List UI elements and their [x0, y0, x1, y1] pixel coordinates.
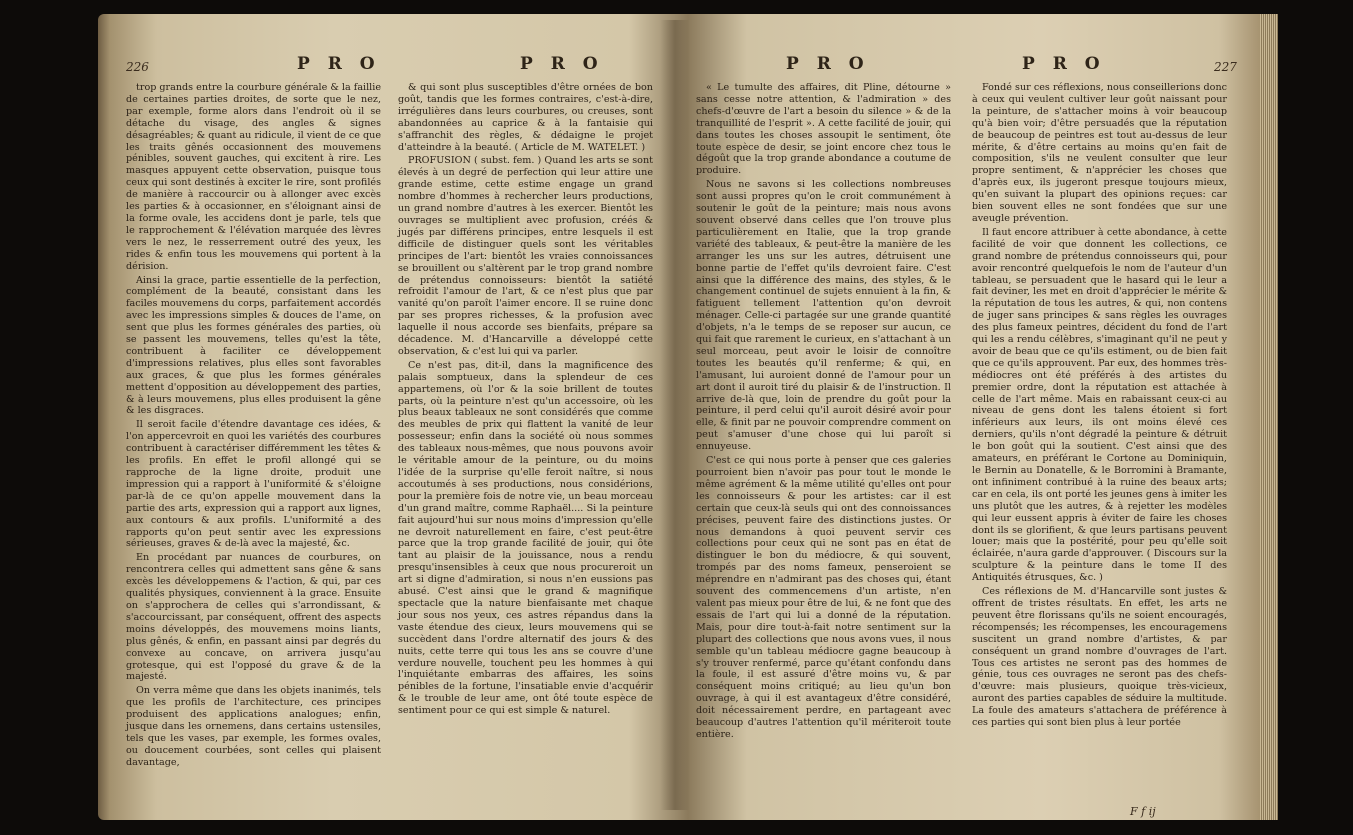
paragraph: En procédant par nuances de courbures, on rencontrera celles qui admettent sans gêne & sans excès les développemens & l'action, & qui, par ces qualités physiques, conviennent à la grace. Ensuite on s'approchera de celles qui s'arrondissant, & s'accourcissant, par conséquent, offrent des aspects moins développés, des mouvemens moins liants, plus gênés, & enfin, en passant ainsi par degrés du convexe au concave, on arrivera jusqu'au grotesque, qui est l'opposé du grave & de la majesté. — [126, 552, 381, 683]
paragraph: « Le tumulte des affaires, dit Pline, détourne » sans cesse notre attention, & l'admiration » des chefs-d'œuvre de l'art a besoin du silence » & de la tranquillité de l'esprit ». A cette facilité de jouir, qui dans toutes les choses assoupit le sentiment, ôte toute espèce de desir, se joint encore chez tous le dégoût que la trop grande abondance a coutume de produire. — [696, 82, 951, 177]
book-gutter — [660, 20, 690, 810]
right-page-number: 227 — [1214, 60, 1237, 74]
right-page-column-1 — [696, 82, 951, 743]
paragraph: Ce n'est pas, dit-il, dans la magnificence des palais somptueux, dans la splendeur de ces appartemens, où l'or & la soie brillent de toutes parts, où la peinture n'est qu'un accessoire, où les plus beaux tableaux ne sont considérés que comme des meubles de prix qui flattent la vanité de leur possesseur; enfin dans la société où nous sommes des tableaux nous-mêmes, que nous pouvons avoir le véritable amour de la peinture, ou du moins l'idée de la surprise qu'elle feroit naître, si nous accoutumés à ses productions, nous considérions, pour la première fois de notre vie, un beau morceau d'un grand maître, comme Raphaël.... Si la peinture fait aujourd'hui sur nous moins d'impression qu'elle ne devroit naturellement en faire, c'est peut-être parce que la trop grande facilité de jouir, qui ôte tant au plaisir de la jouissance, nous a rendu presqu'insensibles à ceux que nous procureroit un art si digne d'admiration, si nous n'en eussions pas abusé. C'est ainsi que le grand & magnifique spectacle que la nature bienfaisante met chaque jour sous nos yeux, ces astres répandus dans la vaste étendue des cieux, leurs mouvemens qui se succèdent dans l'ordre alternatif des jours & des nuits, cette terre qui tous les ans se couvre d'une verdure nouvelle, touchent peu les hommes à qui l'inquiétante embarras des affaires, les soins pénibles de la fortune, l'insatiable envie d'acquérir & le trouble de leur ame, ont ôté toute espèce de sentiment pour ce qui est simple & naturel. — [398, 359, 653, 717]
paragraph: Nous ne savons si les collections nombreuses sont aussi propres qu'on le croit communément à soutenir le goût de la peinture; mais nous avons souvent observé dans celles que l'on trouve plus particulièrement en Italie, que la trop grande variété des tableaux, & peut-être la manière de les arranger les uns sur les autres, détruisent une bonne partie de l'effet qu'ils devroient faire. C'est ainsi que la différence des mains, des styles, & le changement continuel de sujets ennuient à la fin, & fatiguent tellement l'attention qu'on devroit ménager. Celle-ci partagée sur une grande quantité d'objets, n'a le temps de se reposer sur aucun, ce qui fait que rarement le curieux, en s'attachant à un seul morceau, peut avoir le loisir de connoître toutes les beautés qu'il renferme; & qui, en l'amusant, lui auroient donné de l'amour pour un art dont il auroit tiré du plaisir & de l'instruction. Il arrive de-là que, loin de prendre du goût pour la peinture, il perd celui qu'il auroit désiré avoir pour elle, & finit par ne pouvoir comprendre comment on peut s'amuser d'une chose qui lui paroît si ennuyeuse. — [696, 179, 951, 453]
paragraph: On verra même que dans les objets inanimés, tels que les profils de l'architecture, ces principes produisent des applications analogues; enfin, jusque dans les ornemens, dans certains ustensiles, tels que les vases, par exemple, les formes ovales, ou doucement courbées, sont celles qui plaisent davantage, — [126, 685, 381, 768]
left-running-head: P R O — [297, 54, 381, 74]
left-running-header — [122, 54, 658, 80]
paragraph: & qui sont plus susceptibles d'être ornées de bon goût, tandis que les formes contraires, c'est-à-dire, irrégulières dans leurs courbures, ou creuses, sont abandonnées au caprice & à la fantaisie qui s'affranchit des règles, & dédaigne le projet d'atteindre à la beauté. ( Article de M. WATELET. ) — [398, 82, 653, 153]
paragraph: C'est ce qui nous porte à penser que ces galeries pourroient bien n'avoir pas pour tout le monde le même agrément & la même utilité qu'elles ont pour les connoisseurs & pour les artistes: car il est certain que ceux-là seuls qui ont des connoissances précises, peuvent faire des distinctions justes. Or nous demandons à quoi peuvent servir ces collections pour ceux qui ne sont pas en état de distinguer le bon du médiocre, & qui souvent, trompés par des noms fameux, penseroient se méprendre en n'admirant pas des choses qui, étant souvent des commencemens d'un artiste, n'en valent pas mieux pour être de lui, & ne font que des essais de l'art qui lui a donné de la réputation. Mais, pour dire tout-à-fait notre sentiment sur la plupart des collections que nous avons vues, il nous semble qu'un tableau médiocre gagne beaucoup à s'y trouver renfermé, parce qu'étant confondu dans la foule, il est assuré d'être moins vu, & par conséquent moins critiqué; au lieu qu'un bon ouvrage, à qui il est avantageux d'être considéré, doit nécessairement perdre, en partageant avec beaucoup d'autres l'attention qu'il mériteroit toute entière. — [696, 455, 951, 740]
paragraph: Ces réflexions de M. d'Hancarville sont justes & offrent de tristes résultats. En effet, les arts ne peuvent être florissans qu'ils ne soient encouragés, récompensés; les récompenses, les encouragemens suscitent un grand nombre d'artistes, & par conséquent un grand nombre d'ouvrages de l'art. Tous ces artistes ne seront pas des hommes de génie, tous ces ouvrages ne seront pas des chefs-d'œuvre: mais plusieurs, quoique très-vicieux, auront des parties capables de séduire la multitude. La foule des amateurs s'attachera de préférence à ces parties qui sont bien plus à leur portée — [972, 586, 1227, 729]
paragraph: Il faut encore attribuer à cette abondance, à cette facilité de voir que donnent les collections, ce grand nombre de prétendus connoisseurs qui, pour avoir rencontré quelquefois le nom de l'auteur d'un tableau, se persuadent que le hasard qui le leur a fait deviner, les met en droit d'apprécier le mérite & la réputation de tous les autres, & qui, non contens de juger sans principes & sans règles les ouvrages des plus fameux peintres, décident du fond de l'art qui les a rendu célèbres, s'imaginant qu'il ne peut y avoir de beau que ce qu'ils estiment, ou de bien fait que ce qu'ils approuvent. Par eux, des hommes très-médiocres ont été préférés à des artistes du premier ordre, dont la réputation est attachée à celle de l'art même. Mais en rabaissant ceux-ci au niveau de gens dont les talens étoient si fort inférieurs aux leurs, ils ont moins élevé ces derniers, qu'ils n'ont dégradé la peinture & détruit le bon goût qui la soutient. C'est ainsi que des amateurs, en préférant le Cortone au Dominiquin, le Bernin au Donatelle, & le Borromini à Bramante, ont infiniment contribué à la ruine des beaux arts; car en cela, ils ont porté les jeunes gens à imiter les uns plutôt que les autres, & à rejetter les modèles qui leur eussent appris à éviter de faire les choses dont ils se glorifient, & que leurs partisans peuvent louer; mais que la postérité, pour peu qu'elle soit éclairée, n'aura garde d'approuver. ( Discours sur la sculpture & la peinture dans le tome II des Antiquités étrusques, &c. ) — [972, 226, 1227, 584]
page-edges — [1260, 14, 1278, 820]
left-page-number: 226 — [126, 60, 149, 74]
left-running-head-right: P R O — [520, 54, 604, 74]
paragraph: Ainsi la grace, partie essentielle de la perfection, complément de la beauté, consistant dans les faciles mouvemens du corps, parfaitement accordés avec les impressions simples & douces de l'ame, on sent que plus les formes générales des parties, où se passent les mouvemens, telles qu'est la tête, contribuent à faciliter ce développement d'impressions relatives, plus elles sont favorables aux graces, & que plus les formes générales mettent d'opposition au développement des parties, & à leurs mouvemens, plus elles produisent la gêne & les disgraces. — [126, 274, 381, 417]
paragraph: Il seroit facile d'étendre davantage ces idées, & l'on appercevroit en quoi les variétés des courbures contribuent à caractériser différemment les têtes & les profils. En effet le profil allongé qui se rapproche de la ligne droite, produit une impression qui a rapport à l'uniformité & s'éloigne par-là de ce qu'on appelle mouvement dans la partie des arts, expression qui a rapport aux lignes, aux contours & aux profils. L'uniformité a des rapports qu'on peut sentir avec les expressions sérieuses, graves & de-là avec la majesté, &c. — [126, 419, 381, 550]
paragraph: trop grands entre la courbure générale & la faillie de certaines parties droites, de sorte que le nez, par exemple, forme alors dans l'endroit où il se détache du visage, des angles & signes désagréables; & quant au ridicule, il vient de ce que les traits gênés occasionnent des mouvemens pénibles, souvent gauches, qui excitent à rire. Les masques appuyent cette observation, puisque tous ceux qui sont destinés à exciter le rire, sont profilés de manière à raccourcir ou à allonger avec excès les parties & à occasionner, en s'éloignant ainsi de la forme ovale, les accidens dont je parle, tels que le rapprochement & l'élévation marquée des lèvres vers le nez, le resserrement outré des yeux, les rides & enfin tous les mouvemens qui portent à la dérision. — [126, 82, 382, 272]
right-running-head: P R O — [1022, 54, 1106, 74]
right-page-column-2 — [972, 82, 1227, 731]
paragraph: PROFUSION ( subst. fem. ) Quand les arts se sont élevés à un degré de perfection qui leur attire une grande estime, cette estime engage un grand nombre d'hommes à rechercher leurs productions, un grand nombre d'autres à les exercer. Bientôt les ouvrages se multiplient avec profusion, créés & jugés par différens principes, entre lesquels il est difficile de distinguer quels sont les véritables principes de l'art: bientôt les vraies connoissances se brouillent ou s'altèrent par le trop grand nombre de prétendus connoisseurs: bientôt la satiété refroidit l'amour de l'art, & ce n'est plus que par vanité qu'on paroît l'aimer encore. Il se ruine donc par ses propres richesses, & la profusion avec laquelle il nous accorde ses bienfaits, prépare sa décadence. M. d'Hancarville a développé cette observation, & c'est lui qui va parler. — [398, 155, 653, 357]
page-signature: F f ij — [1130, 805, 1156, 818]
right-running-header — [690, 54, 1248, 80]
left-page-column-2 — [398, 82, 653, 719]
right-running-head-left: P R O — [786, 54, 870, 74]
left-page-column-1 — [126, 82, 381, 771]
paragraph: Fondé sur ces réflexions, nous conseillerions donc à ceux qui veulent cultiver leur goût naissant pour la peinture, de s'attacher moins à voir beaucoup qu'à bien voir; d'être persuadés que la réputation de beaucoup de peintres est tout au-dessus de leur mérite, & d'être certains au moins qu'en fait de composition, s'ils ne veulent consulter que leur propre sentiment, & n'apprécier les choses que d'après eux, ils jugeront presque toujours mieux, qu'en suivant la plupart des opinions reçues: car bien souvent elles ne sont fondées que sur une aveugle prévention. — [972, 82, 1227, 224]
